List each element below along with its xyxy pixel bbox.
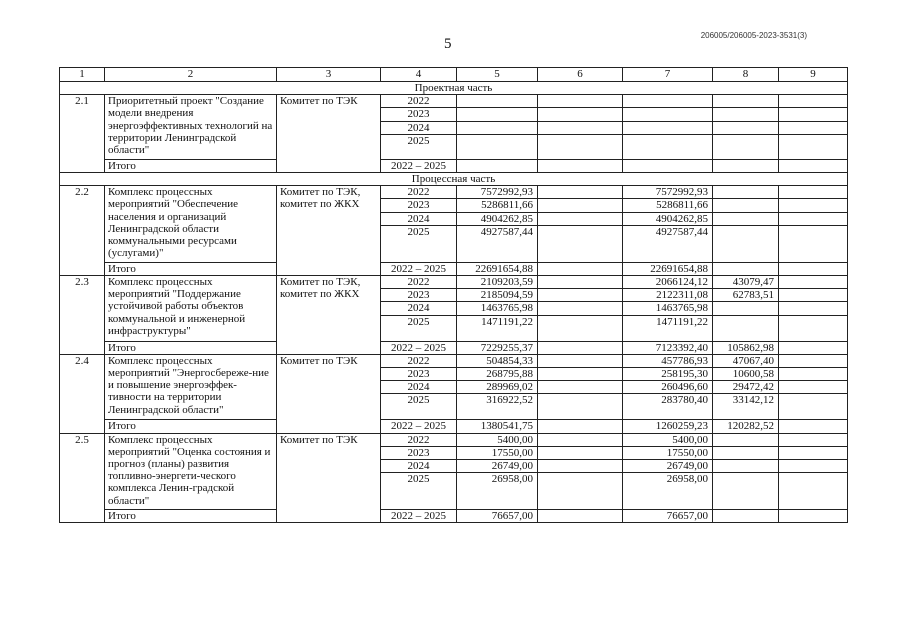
total-value-cell: 7229255,37 <box>457 341 538 354</box>
federal-budget-cell <box>538 225 623 262</box>
responsible-executor: Комитет по ТЭК <box>277 433 381 523</box>
federal-budget-cell <box>538 302 623 315</box>
total-value-cell: 7572992,93 <box>457 186 538 199</box>
local-budget-cell <box>713 446 779 459</box>
total-label: Итого <box>105 341 277 354</box>
other-sources-cell <box>779 460 848 473</box>
section-header-row <box>60 173 848 186</box>
federal-budget-cell <box>538 510 623 523</box>
column-header: 7 <box>623 68 713 82</box>
column-header: 8 <box>713 68 779 82</box>
table-row <box>60 95 848 108</box>
regional-budget-cell: 26749,00 <box>623 460 713 473</box>
local-budget-cell <box>713 95 779 108</box>
regional-budget-cell: 76657,00 <box>623 510 713 523</box>
local-budget-cell <box>713 108 779 121</box>
year-cell: 2024 <box>381 212 457 225</box>
regional-budget-cell: 17550,00 <box>623 446 713 459</box>
regional-budget-cell: 283780,40 <box>623 394 713 420</box>
other-sources-cell <box>779 420 848 433</box>
other-sources-cell <box>779 473 848 510</box>
other-sources-cell <box>779 199 848 212</box>
other-sources-cell <box>779 433 848 446</box>
year-cell: 2022 <box>381 186 457 199</box>
row-number: 2.5 <box>60 433 105 523</box>
federal-budget-cell <box>538 289 623 302</box>
other-sources-cell <box>779 368 848 381</box>
local-budget-cell <box>713 199 779 212</box>
local-budget-cell: 47067,40 <box>713 354 779 367</box>
regional-budget-cell: 2066124,12 <box>623 276 713 289</box>
total-value-cell <box>457 95 538 108</box>
other-sources-cell <box>779 394 848 420</box>
year-cell: 2025 <box>381 394 457 420</box>
total-value-cell: 4904262,85 <box>457 212 538 225</box>
federal-budget-cell <box>538 368 623 381</box>
other-sources-cell <box>779 108 848 121</box>
federal-budget-cell <box>538 159 623 172</box>
regional-budget-cell: 2122311,08 <box>623 289 713 302</box>
regional-budget-cell: 4904262,85 <box>623 212 713 225</box>
other-sources-cell <box>779 212 848 225</box>
responsible-executor: Комитет по ТЭК, комитет по ЖКХ <box>277 276 381 355</box>
year-cell: 2023 <box>381 108 457 121</box>
total-value-cell: 76657,00 <box>457 510 538 523</box>
other-sources-cell <box>779 315 848 341</box>
period-cell: 2022 – 2025 <box>381 341 457 354</box>
other-sources-cell <box>779 262 848 275</box>
total-value-cell: 5286811,66 <box>457 199 538 212</box>
year-cell: 2023 <box>381 446 457 459</box>
local-budget-cell: 120282,52 <box>713 420 779 433</box>
federal-budget-cell <box>538 473 623 510</box>
total-value-cell <box>457 108 538 121</box>
federal-budget-cell <box>538 420 623 433</box>
table-row <box>60 276 848 289</box>
document-id: 206005/206005-2023-3531(3) <box>700 31 807 40</box>
total-row <box>60 159 848 172</box>
regional-budget-cell: 5286811,66 <box>623 199 713 212</box>
other-sources-cell <box>779 289 848 302</box>
total-row <box>60 341 848 354</box>
federal-budget-cell <box>538 433 623 446</box>
row-number: 2.1 <box>60 95 105 173</box>
other-sources-cell <box>779 354 848 367</box>
responsible-executor: Комитет по ТЭК <box>277 354 381 433</box>
total-value-cell: 4927587,44 <box>457 225 538 262</box>
other-sources-cell <box>779 159 848 172</box>
regional-budget-cell: 4927587,44 <box>623 225 713 262</box>
section-header-row <box>60 82 848 95</box>
federal-budget-cell <box>538 134 623 159</box>
activity-name: Комплекс процессных мероприятий "Оценка состояния и прогноз (планы) развития топливно-энергети-ческого комплекса Ленин-градской области" <box>105 433 277 510</box>
column-header: 3 <box>277 68 381 82</box>
row-number: 2.4 <box>60 354 105 433</box>
regional-budget-cell: 22691654,88 <box>623 262 713 275</box>
table-row <box>60 433 848 446</box>
other-sources-cell <box>779 225 848 262</box>
federal-budget-cell <box>538 394 623 420</box>
other-sources-cell <box>779 276 848 289</box>
year-cell: 2023 <box>381 368 457 381</box>
total-value-cell: 504854,33 <box>457 354 538 367</box>
responsible-executor: Комитет по ТЭК, комитет по ЖКХ <box>277 186 381 276</box>
federal-budget-cell <box>538 354 623 367</box>
period-cell: 2022 – 2025 <box>381 262 457 275</box>
activity-name: Комплекс процессных мероприятий "Поддержание устойчивой работы объектов коммунальной и инженерной инфраструктуры" <box>105 276 277 342</box>
regional-budget-cell <box>623 121 713 134</box>
regional-budget-cell <box>623 159 713 172</box>
total-value-cell: 1380541,75 <box>457 420 538 433</box>
local-budget-cell <box>713 473 779 510</box>
federal-budget-cell <box>538 460 623 473</box>
total-value-cell: 289969,02 <box>457 381 538 394</box>
federal-budget-cell <box>538 446 623 459</box>
responsible-executor: Комитет по ТЭК <box>277 95 381 173</box>
other-sources-cell <box>779 121 848 134</box>
row-number: 2.2 <box>60 186 105 276</box>
total-label: Итого <box>105 510 277 523</box>
federal-budget-cell <box>538 108 623 121</box>
federal-budget-cell <box>538 381 623 394</box>
page-number: 5 <box>444 36 452 52</box>
federal-budget-cell <box>538 341 623 354</box>
local-budget-cell: 105862,98 <box>713 341 779 354</box>
local-budget-cell: 33142,12 <box>713 394 779 420</box>
table-row <box>60 186 848 199</box>
other-sources-cell <box>779 302 848 315</box>
other-sources-cell <box>779 134 848 159</box>
regional-budget-cell: 1463765,98 <box>623 302 713 315</box>
year-cell: 2022 <box>381 95 457 108</box>
total-value-cell: 1471191,22 <box>457 315 538 341</box>
regional-budget-cell: 26958,00 <box>623 473 713 510</box>
local-budget-cell: 62783,51 <box>713 289 779 302</box>
year-cell: 2024 <box>381 381 457 394</box>
year-cell: 2022 <box>381 276 457 289</box>
local-budget-cell <box>713 262 779 275</box>
period-cell: 2022 – 2025 <box>381 420 457 433</box>
federal-budget-cell <box>538 199 623 212</box>
local-budget-cell: 10600,58 <box>713 368 779 381</box>
total-value-cell <box>457 134 538 159</box>
total-value-cell: 26958,00 <box>457 473 538 510</box>
year-cell: 2025 <box>381 473 457 510</box>
local-budget-cell <box>713 121 779 134</box>
period-cell: 2022 – 2025 <box>381 510 457 523</box>
total-value-cell: 268795,88 <box>457 368 538 381</box>
regional-budget-cell: 1471191,22 <box>623 315 713 341</box>
total-row <box>60 510 848 523</box>
regional-budget-cell: 258195,30 <box>623 368 713 381</box>
local-budget-cell <box>713 460 779 473</box>
total-label: Итого <box>105 159 277 172</box>
column-header: 5 <box>457 68 538 82</box>
total-label: Итого <box>105 420 277 433</box>
total-value-cell <box>457 121 538 134</box>
local-budget-cell <box>713 225 779 262</box>
activity-name: Комплекс процессных мероприятий "Обеспечение населения и организаций Ленинградской области коммунальными ресурсами (услугами)" <box>105 186 277 263</box>
other-sources-cell <box>779 381 848 394</box>
other-sources-cell <box>779 186 848 199</box>
column-header: 9 <box>779 68 848 82</box>
total-value-cell: 1463765,98 <box>457 302 538 315</box>
local-budget-cell <box>713 510 779 523</box>
regional-budget-cell: 5400,00 <box>623 433 713 446</box>
total-value-cell: 316922,52 <box>457 394 538 420</box>
local-budget-cell <box>713 302 779 315</box>
federal-budget-cell <box>538 121 623 134</box>
regional-budget-cell: 7123392,40 <box>623 341 713 354</box>
row-number: 2.3 <box>60 276 105 355</box>
column-header: 6 <box>538 68 623 82</box>
federal-budget-cell <box>538 212 623 225</box>
activity-name: Комплекс процессных мероприятий "Энергосбереже-ние и повышение энергоэффек-тивности на территории Ленинградской области" <box>105 354 277 420</box>
column-header: 4 <box>381 68 457 82</box>
activity-name: Приоритетный проект "Создание модели внедрения энергоэффективных технологий на территории Ленинградской области" <box>105 95 277 160</box>
column-header: 2 <box>105 68 277 82</box>
total-value-cell: 17550,00 <box>457 446 538 459</box>
local-budget-cell <box>713 433 779 446</box>
regional-budget-cell <box>623 95 713 108</box>
financing-table <box>59 67 848 523</box>
federal-budget-cell <box>538 262 623 275</box>
local-budget-cell <box>713 315 779 341</box>
total-value-cell: 26749,00 <box>457 460 538 473</box>
regional-budget-cell: 1260259,23 <box>623 420 713 433</box>
total-value-cell <box>457 159 538 172</box>
other-sources-cell <box>779 510 848 523</box>
local-budget-cell <box>713 159 779 172</box>
federal-budget-cell <box>538 186 623 199</box>
local-budget-cell <box>713 186 779 199</box>
year-cell: 2025 <box>381 315 457 341</box>
total-row <box>60 262 848 275</box>
local-budget-cell <box>713 212 779 225</box>
federal-budget-cell <box>538 315 623 341</box>
local-budget-cell: 29472,42 <box>713 381 779 394</box>
regional-budget-cell: 7572992,93 <box>623 186 713 199</box>
total-value-cell: 22691654,88 <box>457 262 538 275</box>
year-cell: 2025 <box>381 134 457 159</box>
year-cell: 2023 <box>381 289 457 302</box>
regional-budget-cell <box>623 134 713 159</box>
column-number-row <box>60 68 848 82</box>
total-row <box>60 420 848 433</box>
year-cell: 2024 <box>381 302 457 315</box>
year-cell: 2025 <box>381 225 457 262</box>
year-cell: 2022 <box>381 433 457 446</box>
total-label: Итого <box>105 262 277 275</box>
column-header: 1 <box>60 68 105 82</box>
year-cell: 2024 <box>381 460 457 473</box>
other-sources-cell <box>779 446 848 459</box>
other-sources-cell <box>779 341 848 354</box>
other-sources-cell <box>779 95 848 108</box>
year-cell: 2024 <box>381 121 457 134</box>
year-cell: 2023 <box>381 199 457 212</box>
table-body <box>60 68 848 523</box>
local-budget-cell <box>713 134 779 159</box>
local-budget-cell: 43079,47 <box>713 276 779 289</box>
period-cell: 2022 – 2025 <box>381 159 457 172</box>
year-cell: 2022 <box>381 354 457 367</box>
regional-budget-cell: 457786,93 <box>623 354 713 367</box>
regional-budget-cell: 260496,60 <box>623 381 713 394</box>
section-title: Процессная часть <box>60 173 848 186</box>
table-row <box>60 354 848 367</box>
section-title: Проектная часть <box>60 82 848 95</box>
total-value-cell: 2109203,59 <box>457 276 538 289</box>
total-value-cell: 5400,00 <box>457 433 538 446</box>
federal-budget-cell <box>538 95 623 108</box>
regional-budget-cell <box>623 108 713 121</box>
federal-budget-cell <box>538 276 623 289</box>
total-value-cell: 2185094,59 <box>457 289 538 302</box>
